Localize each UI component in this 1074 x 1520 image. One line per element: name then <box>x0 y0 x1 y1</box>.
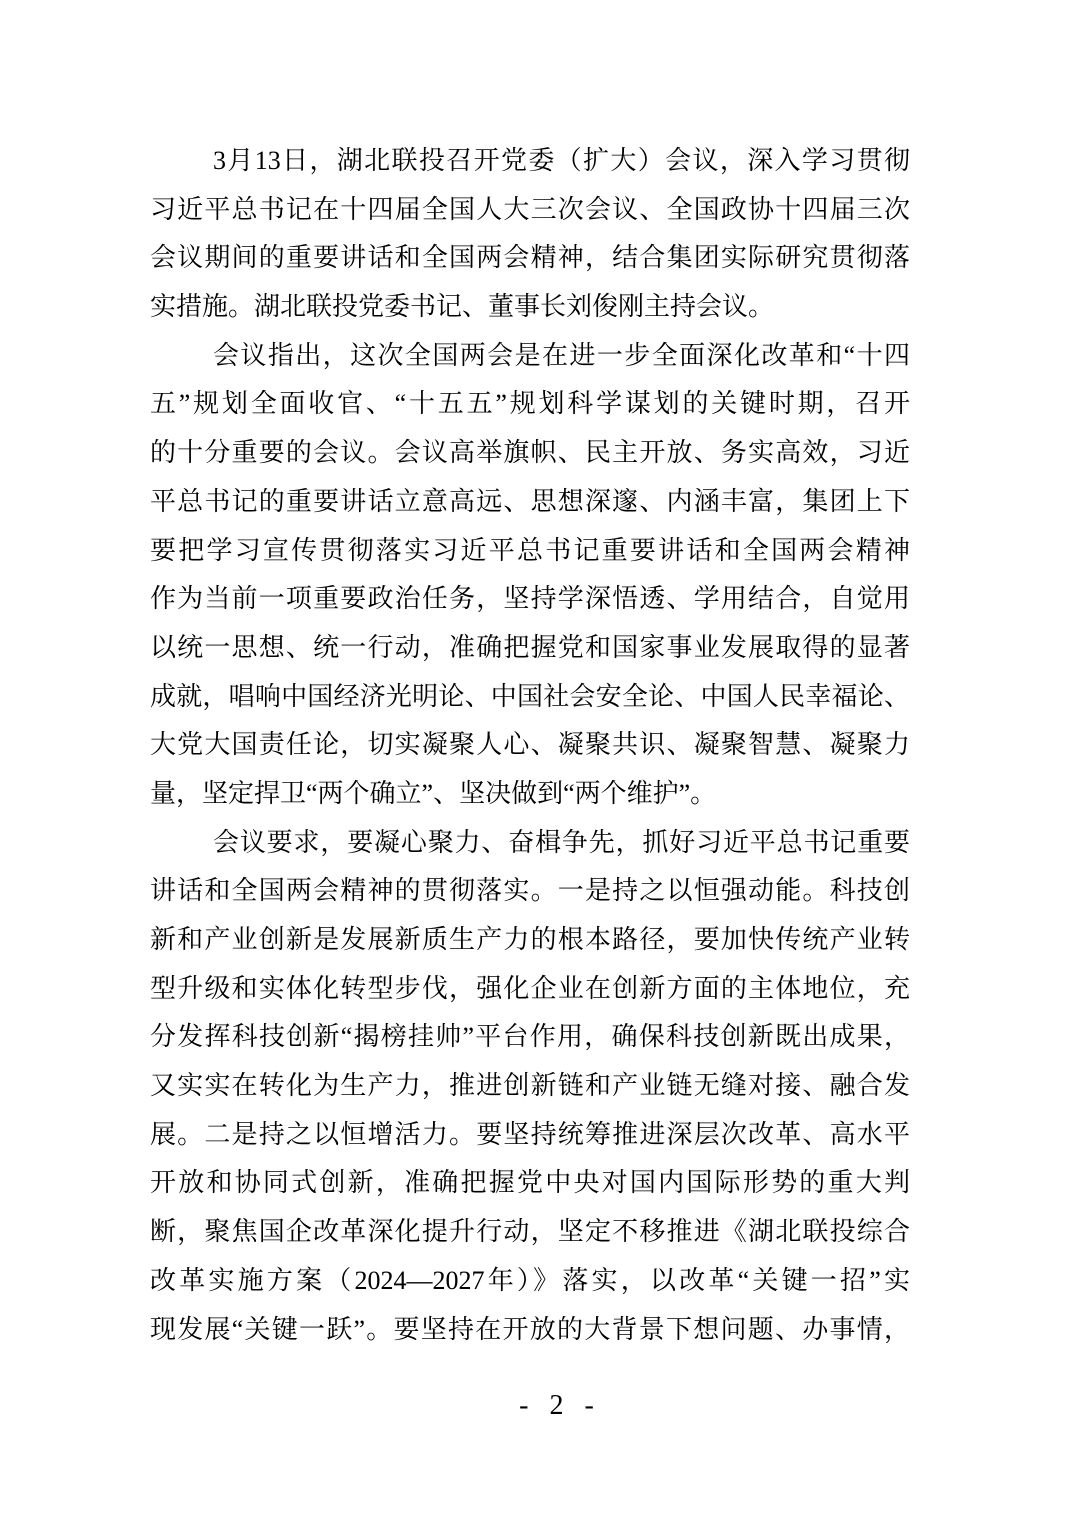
text-line: 型升级和实体化转型步伐，强化企业在创新方面的主体地位，充 <box>150 973 910 1003</box>
text-line: 展。二是持之以恒增活力。要坚持统筹推进深层次改革、高水平 <box>150 1119 910 1149</box>
text-line: 习近平总书记在十四届全国人大三次会议、全国政协十四届三次 <box>150 194 910 224</box>
text-line: 五”规划全面收官、“十五五”规划科学谋划的关键时期，召开 <box>150 389 910 419</box>
text-line: 分发挥科技创新“揭榜挂帅”平台作用，确保科技创新既出成果， <box>150 1022 910 1052</box>
text-line: 断，聚焦国企改革深化提升行动，坚定不移推进《湖北联投综合 <box>150 1217 910 1247</box>
page-footer <box>150 1390 910 1422</box>
text-line: 讲话和全国两会精神的贯彻落实。一是持之以恒强动能。科技创 <box>150 876 910 906</box>
text-line: 改革实施方案（2024—2027年）》落实，以改革“关键一招”实 <box>150 1265 910 1295</box>
text-line: 作为当前一项重要政治任务，坚持学深悟透、学用结合，自觉用 <box>150 584 910 614</box>
text-line: 以统一思想、统一行动，准确把握党和国家事业发展取得的显著 <box>150 632 910 662</box>
text-line: 平总书记的重要讲话立意高远、思想深邃、内涵丰富，集团上下 <box>150 486 910 516</box>
text-line: 会议期间的重要讲话和全国两会精神，结合集团实际研究贯彻落 <box>150 243 910 273</box>
document-body <box>150 137 910 1354</box>
paragraph <box>150 137 910 332</box>
text-line: 3月13日，湖北联投召开党委（扩大）会议，深入学习贯彻 <box>213 146 910 175</box>
text-line: 的十分重要的会议。会议高举旗帜、民主开放、务实高效，习近 <box>150 438 910 468</box>
text-line: 现发展“关键一跃”。要坚持在开放的大背景下想问题、办事情， <box>150 1314 910 1344</box>
text-line: 要把学习宣传贯彻落实习近平总书记重要讲话和全国两会精神 <box>150 535 910 565</box>
text-line: 成就，唱响中国经济光明论、中国社会安全论、中国人民幸福论、 <box>150 681 910 711</box>
page-number: - 2 - <box>519 1390 601 1421</box>
text-line: 会议指出，这次全国两会是在进一步全面深化改革和“十四 <box>213 340 910 370</box>
paragraph <box>150 332 910 819</box>
text-line: 新和产业创新是发展新质生产力的根本路径，要加快传统产业转 <box>150 925 910 954</box>
text-line: 实措施。湖北联投党委书记、董事长刘俊刚主持会议。 <box>150 292 775 322</box>
text-line: 会议要求，要凝心聚力、奋楫争先，抓好习近平总书记重要 <box>213 827 910 857</box>
paragraph <box>150 819 910 1355</box>
text-line: 大党大国责任论，切实凝聚人心、凝聚共识、凝聚智慧、凝聚力 <box>150 730 910 760</box>
text-line: 量，坚定捍卫“两个确立”、坚决做到“两个维护”。 <box>150 778 717 808</box>
text-line: 又实实在转化为生产力，推进创新链和产业链无缝对接、融合发 <box>150 1071 910 1101</box>
text-line: 开放和协同式创新，准确把握党中央对国内国际形势的重大判 <box>150 1168 910 1198</box>
